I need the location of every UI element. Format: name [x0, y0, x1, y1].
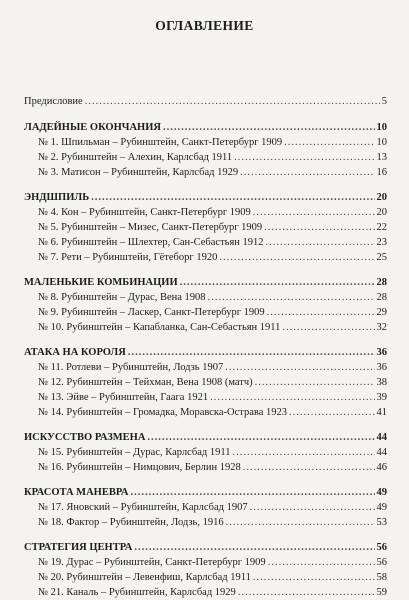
toc-entry[interactable]	[24, 405, 387, 420]
toc-section-heading[interactable]	[24, 430, 387, 445]
toc-entry-label: № 21. Каналь – Рубинштейн, Карлсбад 1929	[38, 587, 236, 598]
dot-leader	[131, 485, 375, 500]
toc-entry-label: № 7. Рети – Рубинштейн, Гётеборг 1920	[38, 252, 218, 263]
toc-page-number: 10	[376, 122, 387, 133]
dot-leader	[91, 190, 374, 205]
dot-leader	[128, 345, 375, 360]
dot-leader	[266, 235, 375, 250]
dot-leader	[255, 375, 375, 390]
toc-entry[interactable]	[24, 570, 387, 585]
section-title: АТАКА НА КОРОЛЯ	[24, 347, 126, 358]
toc-section-heading[interactable]	[24, 190, 387, 205]
toc-entry[interactable]	[24, 135, 387, 150]
dot-leader	[163, 120, 375, 135]
toc-entry-label: № 13. Эйве – Рубинштейн, Гаага 1921	[38, 392, 209, 403]
toc-page-number: 38	[376, 377, 387, 388]
dot-leader	[208, 290, 375, 305]
toc-entry-label: № 15. Рубинштейн – Дурас, Карлсбад 1911	[38, 447, 231, 458]
dot-leader	[250, 500, 375, 515]
toc-entry[interactable]	[24, 150, 387, 165]
toc-entry[interactable]	[24, 360, 387, 375]
toc-entry-label: № 11. Ротлеви – Рубинштейн, Лодзь 1907	[38, 362, 224, 373]
toc-page-number: 49	[376, 487, 387, 498]
toc-page-number: 58	[376, 572, 387, 583]
dot-leader	[232, 445, 374, 460]
toc-page-number: 28	[376, 292, 387, 303]
toc-section-heading[interactable]	[24, 540, 387, 555]
dot-leader	[226, 515, 375, 530]
toc-page-number: 46	[376, 462, 387, 473]
toc-page-number: 44	[376, 432, 387, 443]
toc-entry[interactable]	[24, 220, 387, 235]
section-title: ЛАДЕЙНЫЕ ОКОНЧАНИЯ	[24, 122, 161, 133]
dot-leader	[264, 220, 374, 235]
toc-page-number: 16	[376, 167, 387, 178]
toc-page-number: 53	[376, 517, 387, 528]
toc-page-number: 22	[376, 222, 387, 233]
toc-entry[interactable]	[24, 320, 387, 335]
toc-page-number: 41	[376, 407, 387, 418]
toc-entry-label: № 9. Рубинштейн – Ласкер, Санкт-Петербург 1909	[38, 307, 265, 318]
section-title: ИСКУССТВО РАЗМЕНА	[24, 432, 146, 443]
toc-entry-label: № 3. Матисон – Рубинштейн, Карлсбад 1929	[38, 167, 239, 178]
dot-leader	[289, 405, 374, 420]
section-title: МАЛЕНЬКИЕ КОМБИНАЦИИ	[24, 277, 178, 288]
table-of-contents	[24, 94, 387, 600]
toc-entry-label: № 17. Яновский – Рубинштейн, Карлсбад 1907	[38, 502, 248, 513]
toc-page-number: 25	[376, 252, 387, 263]
toc-page-number: 59	[376, 587, 387, 598]
toc-page-number: 23	[376, 237, 387, 248]
toc-entry-label: № 18. Фактор – Рубинштейн, Лодзь, 1916	[38, 517, 224, 528]
toc-entry[interactable]	[24, 250, 387, 265]
dot-leader	[282, 320, 374, 335]
toc-page-number: 32	[376, 322, 387, 333]
toc-page-number: 13	[376, 152, 387, 163]
toc-entry[interactable]	[24, 500, 387, 515]
toc-entry[interactable]	[24, 375, 387, 390]
toc-entry-label: № 4. Кон – Рубинштейн, Санкт-Петербург 1909	[38, 207, 251, 218]
dot-leader	[85, 94, 380, 109]
toc-entry-preface[interactable]	[24, 94, 387, 109]
dot-leader	[284, 135, 374, 150]
dot-leader	[267, 305, 375, 320]
dot-leader	[180, 275, 375, 290]
toc-page-number: 56	[376, 542, 387, 553]
toc-page-number: 36	[376, 347, 387, 358]
dot-leader	[234, 150, 374, 165]
toc-entry-label: № 8. Рубинштейн – Дурас, Вена 1908	[38, 292, 206, 303]
toc-entry[interactable]	[24, 235, 387, 250]
toc-page-number: 36	[376, 362, 387, 373]
toc-page-number: 5	[381, 96, 387, 107]
toc-page-number: 56	[376, 557, 387, 568]
toc-page-number: 28	[376, 277, 387, 288]
toc-entry-label: № 10. Рубинштейн – Капабланка, Сан-Себастьян 1911	[38, 322, 281, 333]
toc-entry-label: № 16. Рубинштейн – Нимцович, Берлин 1928	[38, 462, 241, 473]
page-title: ОГЛАВЛЕНИЕ	[155, 18, 254, 33]
toc-page-number: 39	[376, 392, 387, 403]
toc-page-number: 29	[376, 307, 387, 318]
toc-entry[interactable]	[24, 555, 387, 570]
section-title: ЭНДШПИЛЬ	[24, 192, 90, 203]
toc-entry-label: № 5. Рубинштейн – Мизес, Санкт-Петербург 1909	[38, 222, 263, 233]
toc-entry-label: № 19. Дурас – Рубинштейн, Санкт-Петербург 1909	[38, 557, 266, 568]
dot-leader	[134, 540, 374, 555]
toc-entry[interactable]	[24, 305, 387, 320]
dot-leader	[268, 555, 375, 570]
toc-entry[interactable]	[24, 445, 387, 460]
toc-entry-label: № 20. Рубинштейн – Левенфиш, Карлсбад 1911	[38, 572, 251, 583]
dot-leader	[240, 165, 374, 180]
section-title: КРАСОТА МАНЕВРА	[24, 487, 129, 498]
toc-entry[interactable]	[24, 290, 387, 305]
toc-entry-label: № 2. Рубинштейн – Алехин, Карлсбад 1911	[38, 152, 233, 163]
toc-entry-label: Предисловие	[24, 96, 83, 107]
section-title: СТРАТЕГИЯ ЦЕНТРА	[24, 542, 133, 553]
dot-leader	[147, 430, 374, 445]
toc-entry[interactable]	[24, 515, 387, 530]
dot-leader	[253, 205, 375, 220]
toc-section-heading[interactable]	[24, 275, 387, 290]
toc-page-number: 20	[376, 192, 387, 203]
toc-page-number: 10	[376, 137, 387, 148]
toc-entry-label: № 12. Рубинштейн – Тейхман, Вена 1908 (матч)	[38, 377, 253, 388]
toc-section-heading[interactable]	[24, 120, 387, 135]
toc-entry-label: № 6. Рубинштейн – Шлехтер, Сан-Себастьян 1912	[38, 237, 264, 248]
toc-entry[interactable]	[24, 585, 387, 600]
toc-page-number: 44	[376, 447, 387, 458]
toc-page-number: 20	[376, 207, 387, 218]
toc-page-number: 49	[376, 502, 387, 513]
dot-leader	[253, 570, 375, 585]
dot-leader	[243, 460, 375, 475]
toc-entry[interactable]	[24, 390, 387, 405]
toc-section-heading[interactable]	[24, 485, 387, 500]
toc-entry-label: № 1. Шпильман – Рубинштейн, Санкт-Петербург 1909	[38, 137, 283, 148]
toc-entry[interactable]	[24, 165, 387, 180]
dot-leader	[238, 585, 375, 600]
toc-entry[interactable]	[24, 205, 387, 220]
toc-entry-label: № 14. Рубинштейн – Громадка, Моравска-Острава 1923	[38, 407, 288, 418]
toc-section-heading[interactable]	[24, 345, 387, 360]
dot-leader	[210, 390, 374, 405]
toc-entry[interactable]	[24, 460, 387, 475]
dot-leader	[219, 250, 374, 265]
dot-leader	[225, 360, 374, 375]
